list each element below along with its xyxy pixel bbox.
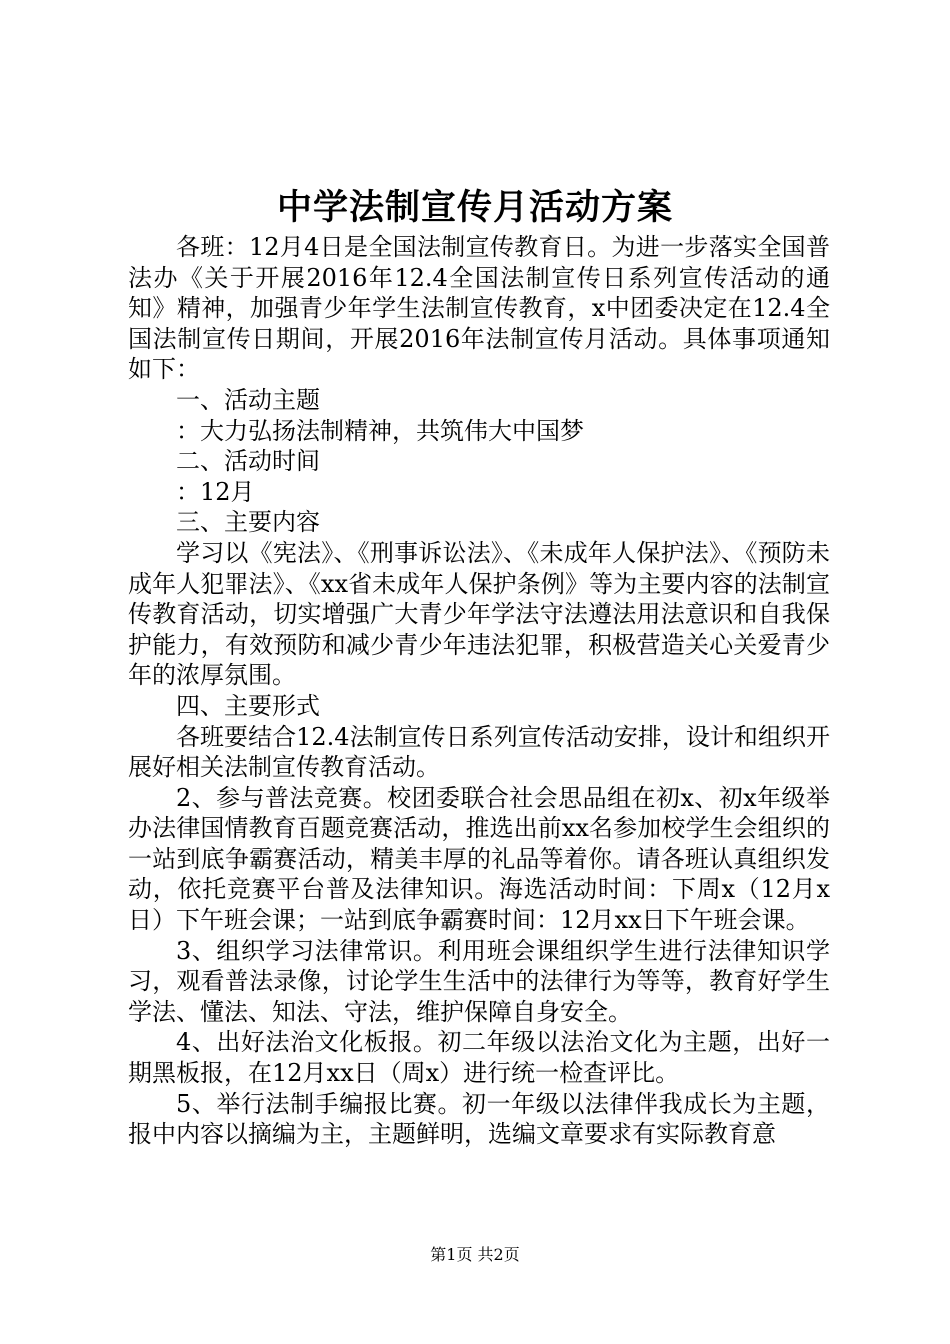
document-body: [128, 232, 830, 1150]
paragraph-activity-theme: ：大力弘扬法制精神，共筑伟大中国梦: [176, 416, 584, 445]
heading-main-form: 四、主要形式: [176, 691, 320, 720]
page-footer: 第1页 共2页: [430, 1245, 520, 1264]
paragraph-item-4: 4、出好法治文化板报。初二年级以法治文化为主题，出好一期黑板报，在12月xx日（周x）进行统一检查评比。: [128, 1028, 830, 1088]
paragraph-intro: 各班：12月4日是全国法制宣传教育日。为进一步落实全国普法办《关于开展2016年12.4全国法制宣传日系列宣传活动的通知》精神，加强青少年学生法制宣传教育，x中团委决定在12.4全国法制宣传日期间，开展2016年法制宣传月活动。具体事项通知如下：: [128, 233, 830, 384]
paragraph-item-5: 5、举行法制手编报比赛。初一年级以法律伴我成长为主题，报中内容以摘编为主，主题鲜明，选编文章要求有实际教育意: [128, 1089, 830, 1149]
paragraph-main-content: 学习以《宪法》、《刑事诉讼法》、《未成年人保护法》、《预防未成年人犯罪法》、《xx省未成年人保护条例》等为主要内容的法制宣传教育活动，切实增强广大青少年学法守法遵法用法意识和自我保护能力，有效预防和减少青少年违法犯罪，积极营造关心关爱青少年的浓厚氛围。: [128, 538, 830, 690]
heading-activity-theme: 一、活动主题: [176, 385, 320, 414]
paragraph-activity-time: ：12月: [176, 477, 255, 506]
paragraph-main-form: 各班要结合12.4法制宣传日系列宣传活动安排，设计和组织开展好相关法制宣传教育活动。: [128, 722, 830, 782]
page-title: 中学法制宣传月活动方案: [276, 187, 673, 228]
paragraph-item-2: 2、参与普法竞赛。校团委联合社会思品组在初x、初x年级举办法律国情教育百题竞赛活动，推选出前xx名参加校学生会组织的一站到底争霸赛活动，精美丰厚的礼品等着你。请各班认真组织发动，依托竞赛平台普及法律知识。海选活动时间：下周x（12月x日）下午班会课；一站到底争霸赛时间：12月xx日下午班会课。: [128, 783, 830, 935]
heading-main-content: 三、主要内容: [176, 508, 320, 537]
paragraph-item-3: 3、组织学习法律常识。利用班会课组织学生进行法律知识学习，观看普法录像，讨论学生生活中的法律行为等等，教育好学生学法、懂法、知法、守法，维护保障自身安全。: [128, 936, 830, 1026]
heading-activity-time: 二、活动时间: [176, 447, 320, 476]
